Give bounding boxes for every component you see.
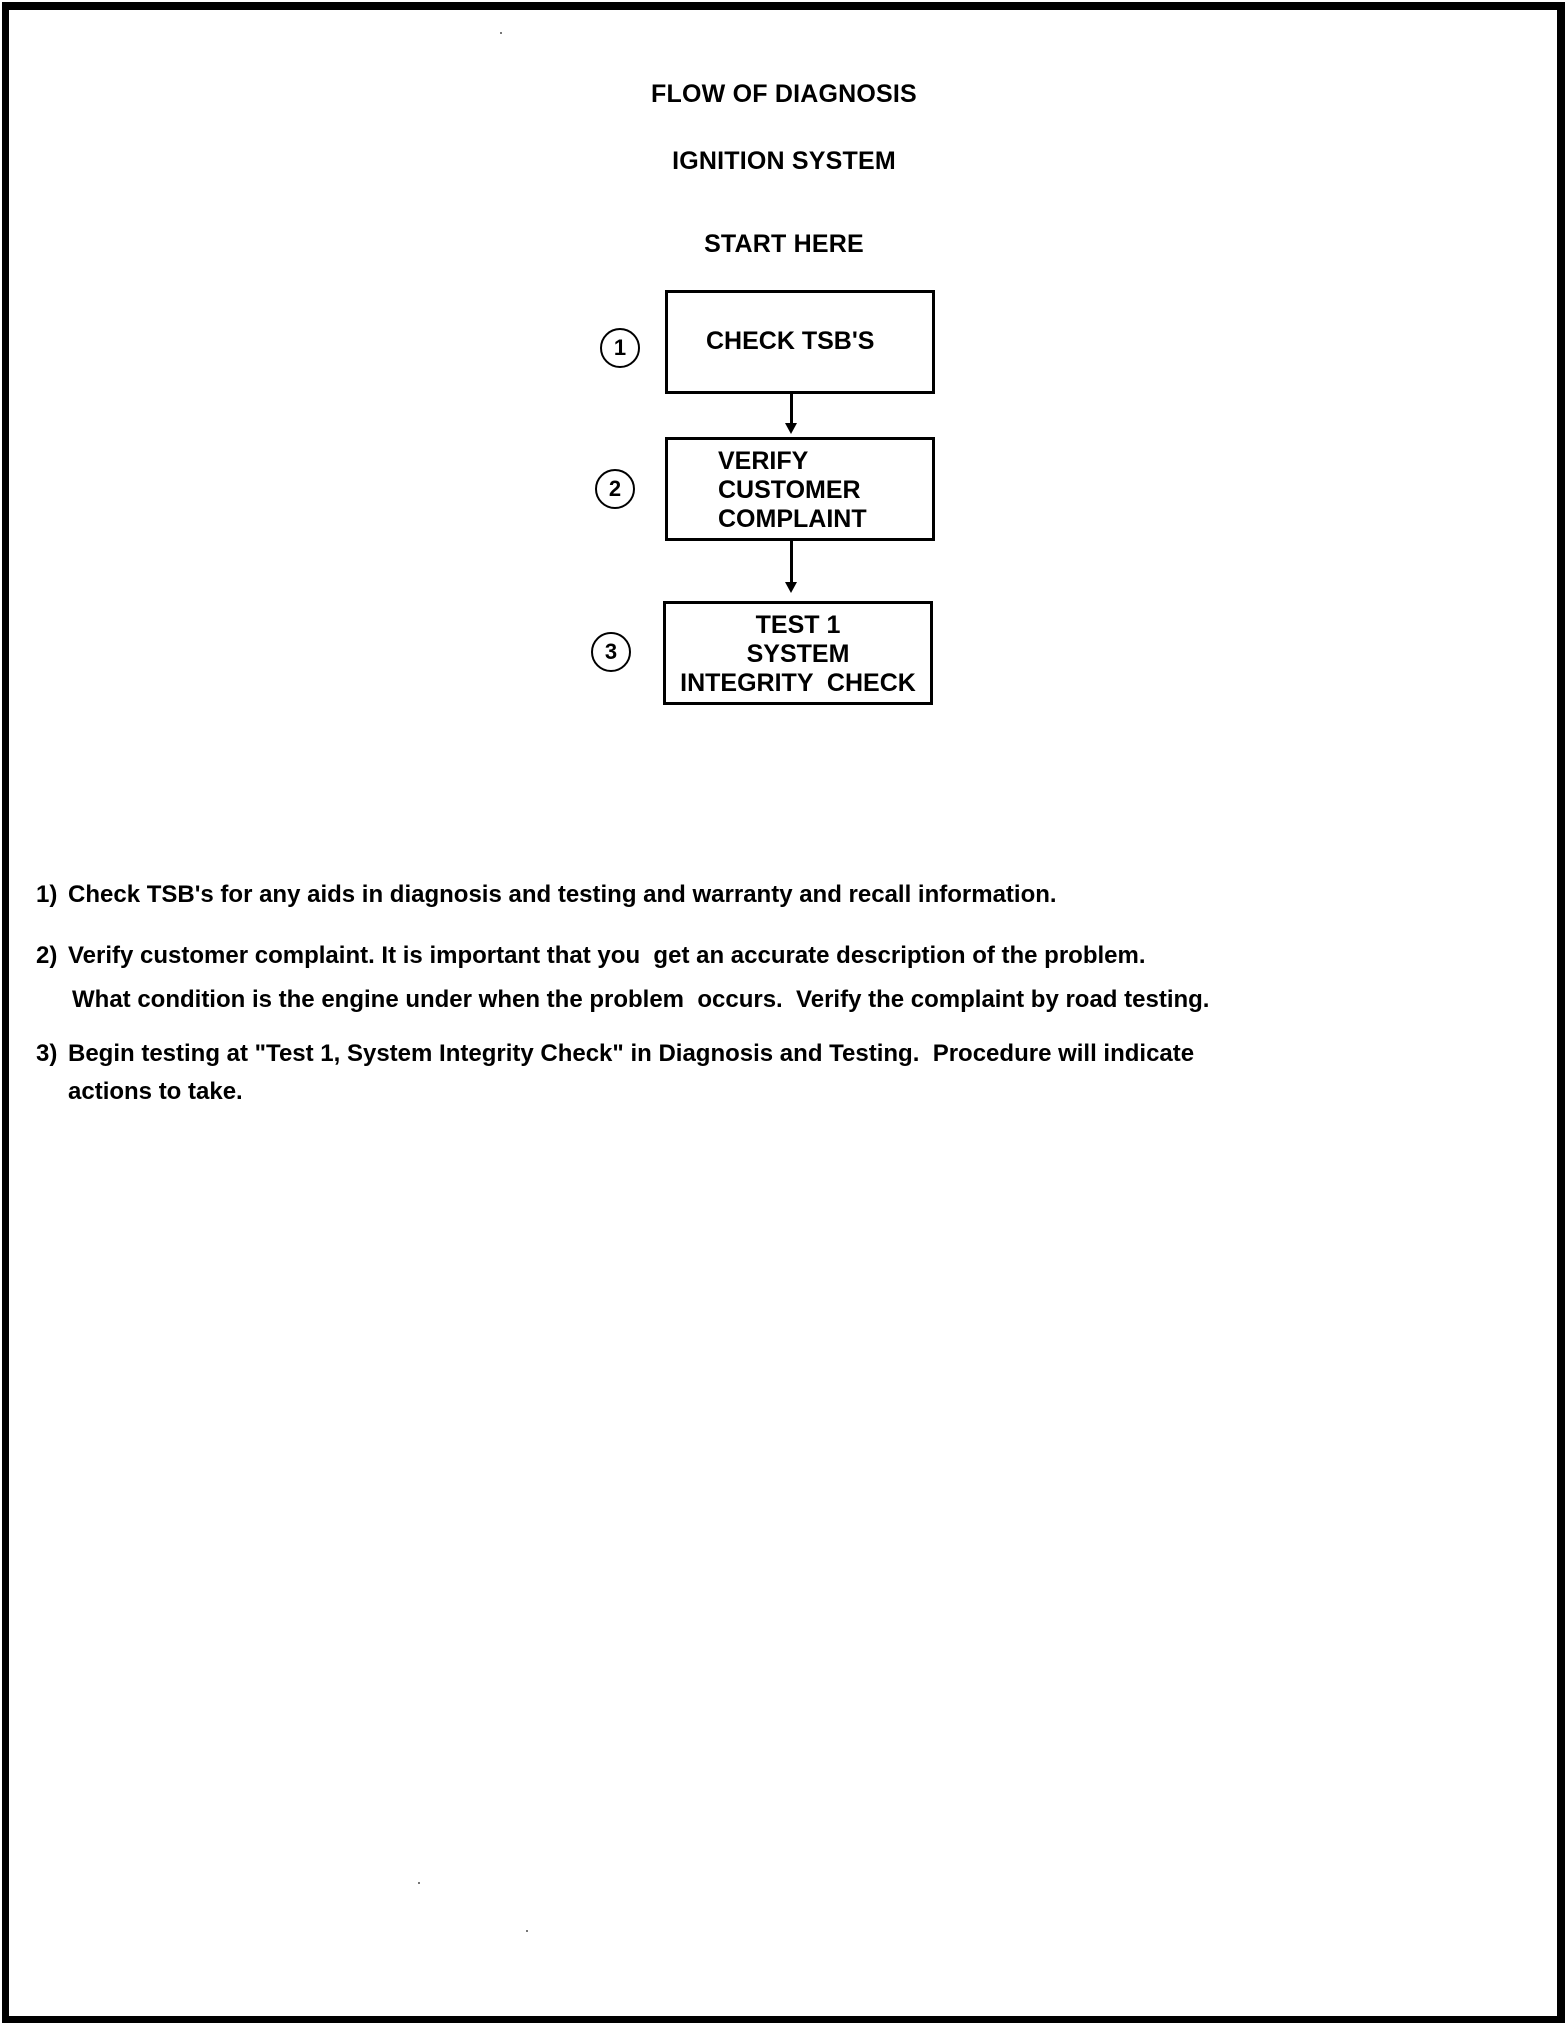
note-1 — [36, 876, 1476, 914]
note-text: Check TSB's for any aids in diagnosis and testing and warranty and recall information. — [68, 881, 1057, 908]
start-label: START HERE — [704, 230, 864, 258]
flow-box-line: TEST 1 — [755, 611, 841, 639]
note-number: 2) — [36, 942, 58, 969]
flow-box-check-tsbs — [665, 290, 935, 394]
note-text-continued: What condition is the engine under when the problem occurs. Verify the complaint by road testing. — [72, 986, 1210, 1013]
flow-box-line: INTEGRITY CHECK — [680, 669, 916, 697]
connector-line-1-2 — [790, 394, 793, 424]
arrow-down-icon — [785, 582, 797, 593]
scan-speck — [500, 32, 502, 34]
flow-box-verify-complaint — [665, 437, 935, 541]
flow-box-line: VERIFY — [718, 447, 809, 475]
step-number-2: 2 — [595, 469, 635, 509]
flow-box-system-integrity-check — [663, 601, 933, 705]
flow-box-line: CUSTOMER — [718, 476, 861, 504]
note-2 — [36, 937, 1476, 1019]
flow-box-line: SYSTEM — [746, 640, 850, 668]
note-number: 3) — [36, 1040, 58, 1067]
step-number-3: 3 — [591, 632, 631, 672]
scan-speck — [526, 1930, 528, 1932]
step-number-1: 1 — [600, 328, 640, 368]
flow-box-line: CHECK TSB'S — [706, 327, 875, 355]
flow-box-line: COMPLAINT — [718, 505, 867, 533]
note-text: Verify customer complaint. It is important that you get an accurate description of the problem. — [68, 942, 1146, 969]
connector-line-2-3 — [790, 541, 793, 583]
page-title: FLOW OF DIAGNOSIS — [651, 80, 917, 108]
scan-speck — [418, 1882, 420, 1884]
page-subtitle: IGNITION SYSTEM — [672, 147, 896, 175]
arrow-down-icon — [785, 423, 797, 434]
note-number: 1) — [36, 881, 58, 908]
note-text-continued: actions to take. — [68, 1078, 243, 1105]
note-3 — [36, 1035, 1476, 1111]
note-text: Begin testing at "Test 1, System Integrity Check" in Diagnosis and Testing. Procedure will indicate — [68, 1040, 1195, 1067]
